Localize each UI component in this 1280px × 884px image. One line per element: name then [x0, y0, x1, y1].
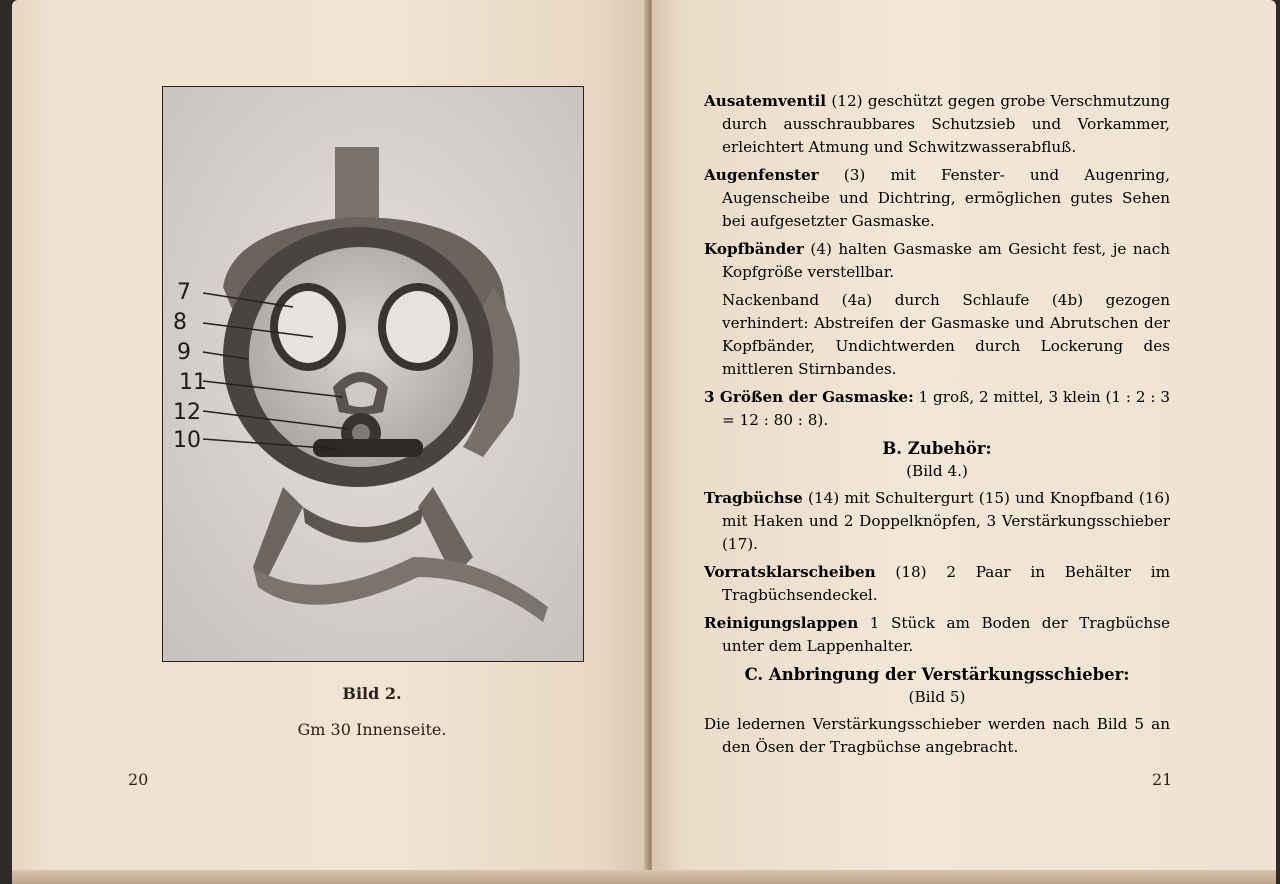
paragraph-kopfbaender [704, 238, 1170, 284]
paragraph-term: Vorratsklarscheiben [704, 563, 876, 581]
callout-label-8: 8 [173, 310, 187, 335]
paragraph-groessen [704, 386, 1170, 432]
paragraph-tragbuechse [704, 487, 1170, 556]
page-number-right: 21 [1152, 770, 1173, 789]
paragraph-reinigungslappen [704, 612, 1170, 658]
callout-label-11: 11 [179, 370, 207, 395]
section-c-heading: C. Anbringung der Verstärkungsschieber: [744, 665, 1130, 684]
paragraph-body: (4) halten Gasmaske am Gesicht fest, je nach Kopfgröße verstellbar. [722, 240, 1170, 281]
callout-label-9: 9 [177, 340, 191, 365]
page-number-left: 20 [128, 770, 149, 789]
paragraph-term: Reinigungslappen [704, 614, 859, 632]
gas-mask-photo [162, 86, 584, 662]
paragraph-body: Nackenband (4a) durch Schlaufe (4b) gezogen verhindert: Abstreifen der Gasmaske und Abrutschen der Kopfbänder, Undichtwerden durch Lockerung des mittleren Stirnbandes. [722, 291, 1170, 378]
gas-mask-illustration [163, 87, 583, 661]
paragraph-body: 1 Stück am Boden der Tragbüchse unter dem Lappenhalter. [722, 614, 1170, 655]
callout-label-12: 12 [173, 400, 201, 425]
paragraph-body: Die ledernen Verstärkungsschieber werden nach Bild 5 an den Ösen der Tragbüchse angebracht. [704, 715, 1170, 756]
right-page-text [704, 90, 1170, 764]
paragraph-term: Tragbüchse [704, 489, 803, 507]
section-c-subheading: (Bild 5) [908, 688, 966, 706]
callout-label-10: 10 [173, 428, 201, 453]
callout-label-7: 7 [177, 280, 191, 305]
paragraph-body: (14) mit Schultergurt (15) und Knopfband (16) mit Haken und 2 Doppelknöpfen, 3 Verstärkungsschieber (17). [722, 489, 1170, 553]
figure-caption-subtitle: Gm 30 Innenseite. [297, 720, 447, 739]
paragraph-vorratsklarscheiben [704, 561, 1170, 607]
paragraph-body: (12) geschützt gegen grobe Verschmutzung durch ausschraubbares Schutzsieb und Vorkammer, erleichtert Atmung und Schwitzwasserabfluß. [722, 92, 1170, 156]
paragraph-body: (18) 2 Paar in Behälter im Tragbüchsendeckel. [722, 563, 1170, 604]
paragraph-term: 3 Größen der Gasmaske: [704, 388, 914, 406]
paragraph-ausatemventil [704, 90, 1170, 159]
paragraph-augenfenster [704, 164, 1170, 233]
left-page [12, 0, 648, 884]
page-bottom-edge [12, 870, 1276, 884]
paragraph-nackenband [704, 289, 1170, 381]
paragraph-body: (3) mit Fenster- und Augenring, Augenscheibe und Dichtring, ermöglichen gutes Sehen bei aufgesetzter Gasmaske. [722, 166, 1170, 230]
figure-caption-title: Bild 2. [342, 684, 402, 703]
paragraph-term: Kopfbänder [704, 240, 804, 258]
paragraph-term: Ausatemventil [704, 92, 827, 110]
section-b-subheading: (Bild 4.) [906, 462, 968, 480]
paragraph-term: Augenfenster [704, 166, 819, 184]
paragraph-body: 1 groß, 2 mittel, 3 klein (1 : 2 : 3 = 12 : 80 : 8). [722, 388, 1170, 429]
paragraph-anbringung [704, 713, 1170, 759]
section-b-heading: B. Zubehör: [882, 439, 992, 458]
